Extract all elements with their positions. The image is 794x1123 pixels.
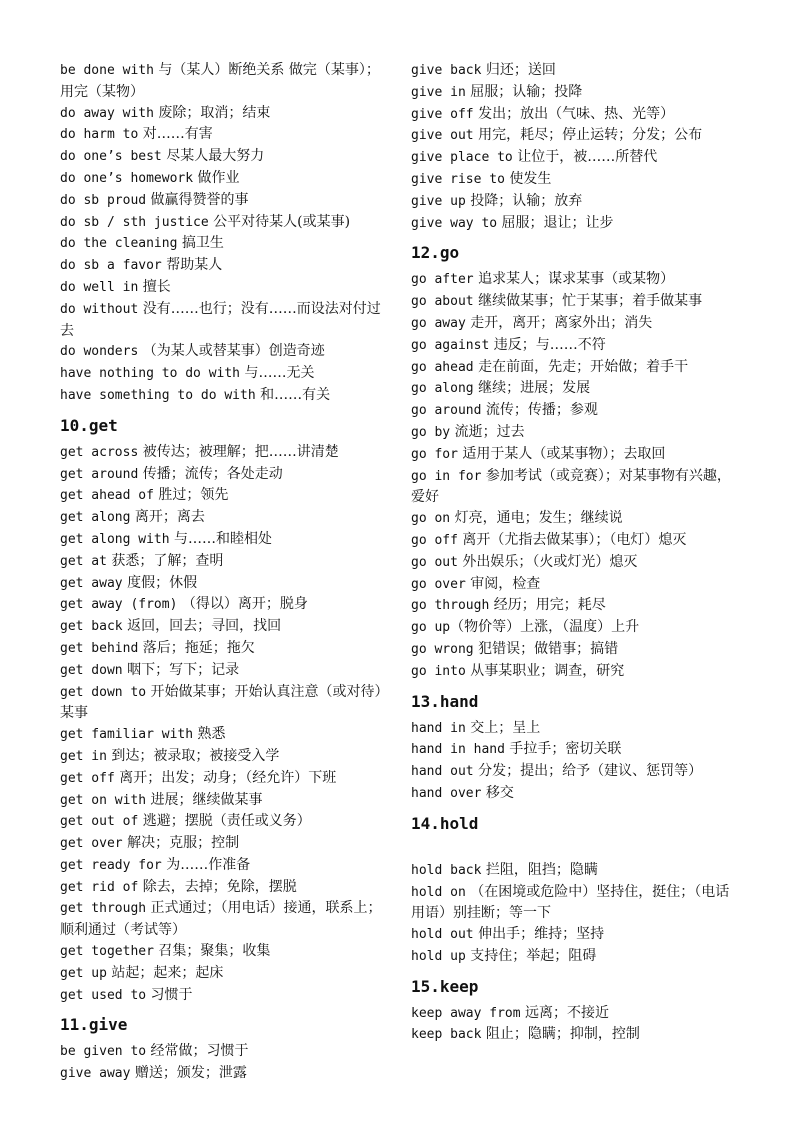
phrase-english: go off — [411, 532, 458, 548]
phrase-entry — [60, 363, 390, 385]
phrase-english: hand over — [411, 785, 482, 801]
phrase-english: get away (from) — [60, 597, 178, 613]
phrase-chinese: 公平对待某人(或某事) — [208, 213, 351, 230]
phrase-entry — [411, 882, 741, 925]
phrase-entry — [60, 233, 390, 255]
phrase-english: do sb a favor — [60, 258, 162, 274]
phrase-english: give out — [411, 128, 474, 144]
phrase-chinese: 度假；休假 — [122, 574, 198, 591]
phrase-entry — [60, 1041, 390, 1063]
phrase-chinese: 咽下；写下；记录 — [122, 661, 240, 678]
phrase-chinese: 习惯于 — [146, 986, 193, 1003]
phrase-chinese: 归还；送回 — [481, 62, 556, 78]
phrase-entry — [411, 661, 741, 683]
phrase-english: do the cleaning — [60, 236, 178, 252]
phrase-entry — [411, 860, 741, 882]
phrase-entry — [60, 190, 390, 212]
phrase-english: get together — [60, 944, 154, 960]
phrase-chinese: 参加考试（或竞赛）；对某事物有兴趣，爱好 — [411, 467, 731, 506]
phrase-chinese: 没有……也行；没有……而设法对付过去 — [60, 300, 381, 339]
phrase-chinese: 流逝；过去 — [450, 423, 525, 440]
phrase-english: do one’s best — [60, 149, 162, 165]
phrase-chinese: 召集；聚集；收集 — [153, 943, 271, 960]
phrase-entry — [411, 378, 741, 400]
phrase-english: get used to — [60, 987, 147, 1003]
phrase-entry — [60, 573, 390, 595]
phrase-entry — [411, 60, 741, 82]
phrase-english: do one’s homework — [60, 170, 194, 186]
phrase-entry — [60, 464, 390, 486]
phrase-chinese: 移交 — [481, 784, 514, 801]
phrase-english: get down to — [60, 684, 147, 700]
phrase-english: go through — [411, 598, 490, 614]
phrase-english: get over — [60, 836, 123, 852]
phrase-english: give way to — [411, 215, 498, 231]
phrase-english: hand in hand — [411, 742, 505, 758]
phrase-entry — [60, 485, 390, 507]
phrase-english: hold out — [411, 927, 474, 943]
phrase-chinese: 走开，离开；离家外出；消失 — [465, 314, 653, 331]
phrase-english: hand in — [411, 720, 466, 736]
phrase-entry — [60, 855, 390, 877]
phrase-english: go wrong — [411, 641, 474, 657]
phrase-entry — [60, 299, 390, 342]
phrase-entry — [411, 761, 741, 783]
phrase-entry — [411, 466, 741, 509]
phrase-chinese: 追求某人；谋求某事（或某物） — [473, 271, 675, 288]
phrase-english: go ahead — [411, 359, 474, 375]
phrase-entry — [60, 1063, 390, 1085]
phrase-entry — [411, 82, 741, 104]
phrase-english: keep away from — [411, 1005, 521, 1021]
phrase-english: go around — [411, 403, 482, 419]
phrase-chinese: 与……和睦相处 — [169, 530, 273, 547]
phrase-english: get up — [60, 965, 107, 981]
phrase-chinese: 离开；离去 — [130, 509, 205, 526]
phrase-chinese: 传播；流传；各处走动 — [138, 465, 283, 482]
phrase-english: do well in — [60, 279, 139, 295]
phrase-chinese: 走在前面，先走；开始做；着手干 — [473, 358, 689, 375]
phrase-chinese: 支持住；举起；阻碍 — [465, 947, 597, 964]
phrase-chinese: 让位于，被……所替代 — [512, 149, 658, 166]
right-column — [411, 60, 741, 1046]
phrase-chinese: 用完，耗尽；停止运转；分发；公布 — [473, 127, 703, 144]
phrase-chinese: 与（某人）断绝关系 做完（某事）；用完（某物） — [60, 62, 380, 100]
phrase-entry — [60, 941, 390, 963]
phrase-chinese: 尽某人最大努力 — [161, 148, 265, 165]
phrase-chinese: 做赢得赞誉的事 — [146, 191, 249, 208]
phrase-entry — [60, 616, 390, 638]
phrase-entry — [411, 313, 741, 335]
phrase-english: get on with — [60, 792, 147, 808]
phrase-english: hold up — [411, 948, 466, 964]
phrase-chinese: 离开（尤指去做某事）；（电灯）熄灭 — [457, 531, 687, 548]
phrase-entry — [60, 277, 390, 299]
phrase-chinese: 屈服；认输；投降 — [465, 83, 583, 100]
phrase-english: do wonders — [60, 344, 139, 360]
phrase-english: go up — [411, 620, 451, 636]
phrase-entry — [60, 768, 390, 790]
phrase-english: go about — [411, 294, 474, 310]
phrase-entry — [411, 400, 741, 422]
phrase-entry — [60, 985, 390, 1007]
phrase-chinese: 开始做某事；开始认真注意（或对待）某事 — [60, 683, 389, 722]
phrase-english: go along — [411, 381, 474, 397]
phrase-entry — [411, 595, 741, 617]
phrase-chinese: 审阅，检查 — [465, 575, 541, 592]
phrase-chinese: 离开；出发；动身；（经允许）下班 — [114, 769, 337, 786]
phrase-entry — [60, 212, 390, 234]
phrase-chinese: 为……作准备 — [161, 856, 251, 873]
phrase-entry — [60, 168, 390, 190]
phrase-chinese: （物价等）上涨，（温度）上升 — [450, 619, 640, 636]
phrase-entry — [411, 552, 741, 574]
section-heading: 10.get — [60, 415, 118, 435]
phrase-chinese: 从事某职业；调查，研究 — [465, 662, 625, 679]
phrase-english: give away — [60, 1066, 131, 1082]
phrase-chinese: 灯亮，通电；发生；继续说 — [450, 510, 623, 527]
phrase-entry — [60, 442, 390, 464]
phrase-entry — [60, 551, 390, 573]
phrase-entry — [60, 146, 390, 168]
phrase-entry — [411, 169, 741, 191]
phrase-english: do away with — [60, 105, 154, 121]
phrase-chinese: 继续；进展；发展 — [473, 380, 591, 397]
section-heading: 14.hold — [411, 813, 479, 833]
phrase-entry — [411, 946, 741, 968]
phrase-entry — [60, 877, 390, 899]
phrase-chinese: 赠送；颁发；泄露 — [130, 1065, 247, 1082]
phrase-chinese: 到达；被录取；被接受入学 — [106, 747, 280, 764]
phrase-entry — [60, 746, 390, 768]
phrase-chinese: （为某人或替某事）创造奇迹 — [138, 343, 325, 360]
phrase-english: get down — [60, 662, 123, 678]
phrase-english: get ready for — [60, 857, 162, 873]
phrase-english: get along with — [60, 531, 170, 547]
phrase-entry — [60, 833, 390, 855]
phrase-chinese: 对……有害 — [138, 126, 213, 143]
phrase-chinese: 使发生 — [504, 170, 552, 187]
phrase-english: be done with — [60, 63, 154, 78]
phrase-chinese: 站起；起来；起床 — [106, 964, 224, 981]
phrase-chinese: 擅长 — [138, 278, 171, 295]
phrase-entry — [411, 125, 741, 147]
phrase-entry — [411, 213, 741, 235]
phrase-entry — [411, 191, 741, 213]
phrase-entry — [411, 574, 741, 596]
phrase-english: get out of — [60, 814, 139, 830]
phrase-chinese: 屈服；退让；让步 — [497, 214, 614, 231]
phrase-entry — [411, 335, 741, 357]
phrase-entry — [60, 682, 390, 725]
left-column — [60, 60, 390, 1085]
phrase-english: get around — [60, 466, 139, 482]
phrase-entry — [411, 639, 741, 661]
phrase-english: give rise to — [411, 171, 505, 187]
phrase-entry — [411, 269, 741, 291]
phrase-entry — [60, 963, 390, 985]
phrase-english: give in — [411, 84, 466, 100]
phrase-entry — [411, 739, 741, 761]
phrase-chinese: 外出娱乐；（火或灯光）熄灭 — [457, 553, 638, 570]
phrase-entry — [60, 124, 390, 146]
phrase-entry — [411, 783, 741, 805]
phrase-english: have nothing to do with — [60, 366, 241, 382]
phrase-english: go out — [411, 554, 458, 570]
phrase-entry — [411, 422, 741, 444]
phrase-chinese: 阻止；隐瞒；抑制，控制 — [481, 1026, 640, 1043]
phrase-entry — [60, 790, 390, 812]
phrase-english: go away — [411, 315, 466, 331]
phrase-chinese: （在困境或危险中）坚持住，挺住；（电话用语）别挂断；等一下 — [411, 883, 730, 922]
phrase-chinese: 流传；传播；参观 — [481, 402, 598, 419]
phrase-english: get rid of — [60, 879, 139, 895]
phrase-english: do sb proud — [60, 192, 147, 208]
phrase-english: get through — [60, 901, 147, 917]
phrase-entry — [60, 811, 390, 833]
phrase-chinese: 经常做；习惯于 — [146, 1043, 249, 1060]
phrase-entry — [411, 718, 741, 740]
phrase-entry — [60, 103, 390, 125]
phrase-entry — [411, 104, 741, 126]
phrase-entry — [411, 924, 741, 946]
phrase-entry — [411, 1024, 741, 1046]
phrase-chinese: （得以）离开；脱身 — [177, 596, 308, 613]
phrase-entry — [60, 529, 390, 551]
phrase-chinese: 进展；继续做某事 — [146, 791, 263, 808]
phrase-english: get familiar with — [60, 727, 194, 743]
phrase-chinese: 与……无关 — [240, 365, 315, 382]
phrase-chinese: 交上；呈上 — [465, 719, 541, 736]
phrase-chinese: 拦阻，阻挡；隐瞒 — [481, 861, 598, 878]
phrase-chinese: 伸出手；维持；坚持 — [473, 926, 605, 943]
phrase-english: have something to do with — [60, 387, 256, 403]
phrase-chinese: 做作业 — [193, 169, 240, 186]
phrase-chinese: 远离；不接近 — [520, 1004, 610, 1021]
phrase-english: get away — [60, 575, 123, 591]
section-heading: 11.give — [60, 1015, 128, 1035]
phrase-chinese: 落后；拖延；拖欠 — [138, 639, 255, 656]
phrase-english: go in for — [411, 468, 482, 484]
phrase-entry — [60, 60, 390, 103]
phrase-english: be given to — [60, 1044, 147, 1060]
phrase-english: give off — [411, 106, 474, 122]
phrase-english: do without — [60, 301, 139, 317]
phrase-english: hold back — [411, 862, 482, 878]
phrase-entry — [60, 507, 390, 529]
phrase-entry — [60, 341, 390, 363]
phrase-chinese: 除去，去掉；免除，摆脱 — [138, 878, 297, 895]
phrase-english: give place to — [411, 150, 513, 166]
phrase-english: keep back — [411, 1027, 482, 1043]
section-heading: 12.go — [411, 243, 460, 263]
phrase-english: get ahead of — [60, 488, 154, 504]
phrase-entry — [411, 357, 741, 379]
section-heading: 15.keep — [411, 976, 479, 996]
phrase-entry — [411, 617, 741, 639]
phrase-chinese: 熟悉 — [193, 726, 226, 743]
phrase-english: go after — [411, 272, 474, 288]
phrase-english: go for — [411, 446, 458, 462]
phrase-chinese: 违反；与……不符 — [489, 336, 606, 353]
phrase-english: get in — [60, 748, 107, 764]
phrase-english: get along — [60, 510, 131, 526]
phrase-english: go into — [411, 663, 466, 679]
phrase-english: get at — [60, 553, 107, 569]
phrase-chinese: 和……有关 — [255, 386, 331, 403]
phrase-english: do sb / sth justice — [60, 214, 209, 230]
phrase-chinese: 解决；克服；控制 — [122, 835, 240, 852]
phrase-entry — [411, 530, 741, 552]
phrase-entry — [60, 898, 390, 941]
phrase-english: give back — [411, 63, 482, 78]
phrase-entry — [60, 724, 390, 746]
phrase-english: hold on — [411, 884, 466, 900]
phrase-entry — [60, 594, 390, 616]
phrase-chinese: 投降；认输；放弃 — [465, 192, 583, 209]
phrase-english: go against — [411, 337, 490, 353]
phrase-english: go on — [411, 511, 451, 527]
phrase-english: get behind — [60, 640, 139, 656]
phrase-english: go by — [411, 424, 451, 440]
phrase-entry — [60, 660, 390, 682]
phrase-english: get back — [60, 619, 123, 635]
phrase-entry — [411, 444, 741, 466]
phrase-chinese: 被传达；被理解；把……讲清楚 — [138, 443, 339, 460]
phrase-chinese: 发出；放出（气味、热、光等） — [473, 105, 675, 122]
phrase-chinese: 正式通过；（用电话）接通，联系上；顺利通过（考试等） — [60, 900, 382, 939]
phrase-chinese: 适用于某人（或某事物）；去取回 — [457, 445, 666, 462]
phrase-chinese: 胜过；领先 — [153, 487, 229, 504]
phrase-chinese: 搞卫生 — [177, 235, 224, 252]
phrase-entry — [60, 638, 390, 660]
spacer — [411, 840, 741, 860]
phrase-entry — [411, 508, 741, 530]
phrase-english: go over — [411, 576, 466, 592]
phrase-chinese: 经历；用完；耗尽 — [489, 597, 606, 614]
phrase-entry — [411, 291, 741, 313]
phrase-english: get across — [60, 444, 139, 460]
phrase-english: do harm to — [60, 127, 139, 143]
phrase-chinese: 废除；取消；结束 — [153, 104, 271, 121]
phrase-chinese: 分发；提出；给予（建议、惩罚等） — [473, 763, 703, 780]
phrase-chinese: 继续做某事；忙于某事；着手做某事 — [473, 293, 703, 310]
phrase-chinese: 逃避；摆脱（责任或义务） — [138, 813, 311, 830]
phrase-entry — [60, 255, 390, 277]
phrase-entry — [411, 1003, 741, 1025]
phrase-entry — [411, 147, 741, 169]
phrase-chinese: 手拉手；密切关联 — [504, 741, 622, 758]
phrase-chinese: 帮助某人 — [161, 257, 223, 274]
phrase-entry — [60, 385, 390, 407]
phrase-english: get off — [60, 770, 115, 786]
phrase-chinese: 获悉；了解；查明 — [106, 552, 224, 569]
phrase-english: hand out — [411, 764, 474, 780]
phrase-chinese: 犯错误；做错事；搞错 — [473, 640, 619, 657]
section-heading: 13.hand — [411, 691, 479, 711]
phrase-chinese: 返回，回去；寻回，找回 — [122, 618, 282, 635]
phrase-english: give up — [411, 193, 466, 209]
